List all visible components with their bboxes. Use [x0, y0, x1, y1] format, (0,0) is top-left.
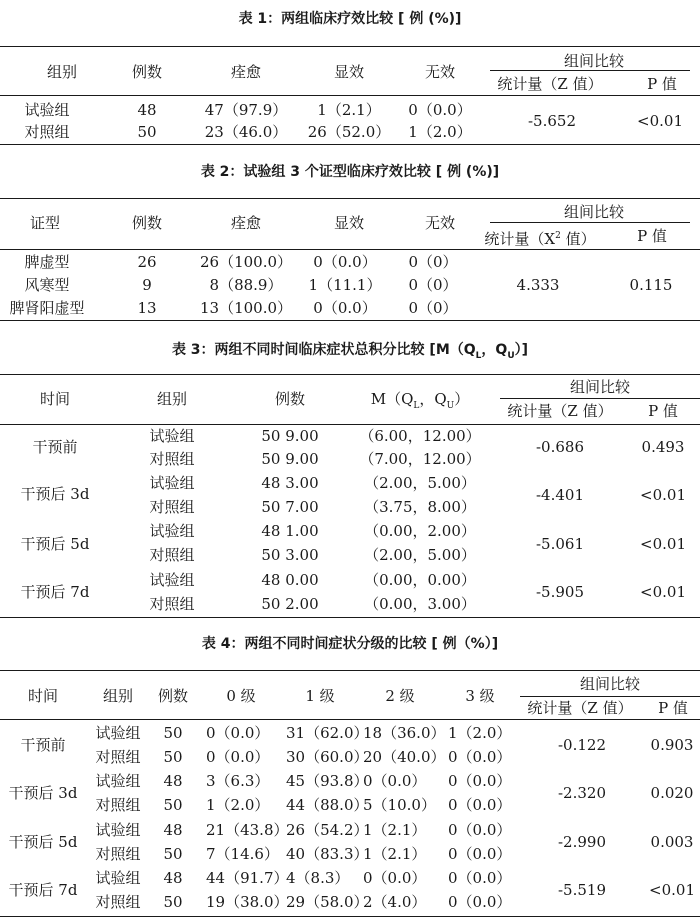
t4-block2-stat: -2.320 [557, 784, 607, 802]
table3-caption: 表 3：两组不同时间临床症状总积分比较 [$M(Q_L$，$Q_U$）] [171, 342, 529, 361]
t3-block1-p: 0.493 [641, 438, 685, 456]
table2-header-rule [0, 249, 700, 250]
t3-header-n: 例数 [274, 390, 306, 408]
t4-block1-p: 0.903 [650, 736, 694, 754]
t4-b3r2-group: 对照组 [95, 845, 141, 863]
t2-row2-type: 风寒型 [24, 276, 70, 294]
t4-b2r1-g1: 45（93.8） [286, 772, 369, 790]
t4-b3r1-g0: 21（43.8） [206, 821, 289, 839]
t4-b4r1-g3: 0（0.0） [448, 869, 512, 887]
t1-row2-effective: 26（52.0） [307, 123, 391, 141]
t4-b3r2-g2: 1（2.1） [363, 845, 427, 863]
t4-header-n: 例数 [157, 687, 189, 705]
t2-row2-effective: 1（11.1） [308, 276, 382, 294]
t3-block1-row1-group: 试验组 [149, 427, 195, 445]
t4-b2r1-group: 试验组 [95, 772, 141, 790]
t3-header-m: $M(Q_L$，$Q_U$） [370, 390, 470, 411]
t1-stat-header: 统计量（Z 值） [497, 75, 603, 93]
t4-b1r1-g2: 18（36.0） [363, 724, 446, 742]
table3-top-rule [0, 374, 700, 375]
t4-b4r1-g1: 4（8.3） [286, 869, 350, 887]
t4-b3r1-g3: 0（0.0） [448, 821, 512, 839]
t3-block3-stat: -5.061 [535, 535, 585, 553]
t4-b1r2-g3: 0（0.0） [448, 748, 512, 766]
t2-header-effective: 显效 [333, 214, 365, 232]
t1-row1-invalid: 0（0.0） [408, 101, 472, 119]
t4-b3r1-g1: 26（54.2） [286, 821, 369, 839]
t2-header-invalid: 无效 [424, 214, 456, 232]
t3-block4-p: <0.01 [640, 583, 686, 601]
t4-b4r1-g2: 0（0.0） [363, 869, 427, 887]
t4-b3r2-g1: 40（83.3） [286, 845, 369, 863]
t4-b3r2-g3: 0（0.0） [448, 845, 512, 863]
t1-p-value: <0.01 [637, 112, 683, 130]
t4-block3-time: 干预后 5d [8, 833, 78, 851]
t3-block3-row1-nm: 48 1.00 [261, 522, 319, 540]
t2-row3-cured: 13（100.0） [199, 299, 293, 317]
t4-sub-rule [520, 696, 700, 697]
t4-b1r2-group: 对照组 [95, 748, 141, 766]
table2-bottom-rule [0, 320, 700, 321]
t3-block2-time: 干预后 3d [20, 485, 90, 503]
table2-top-rule [0, 198, 700, 199]
t3-block4-row2-group: 对照组 [149, 595, 195, 613]
t3-group-compare: 组间比较 [569, 378, 631, 396]
t2-stat-value: 4.333 [516, 276, 560, 294]
t4-b1r2-g0: 0（0.0） [206, 748, 270, 766]
t4-b2r2-g0: 1（2.0） [206, 796, 270, 814]
t2-stat-header: 统计量（$X^2$ 值） [484, 230, 596, 248]
table4-header-rule [0, 719, 700, 720]
t2-row3-n: 13 [137, 299, 157, 317]
t4-b4r2-g1: 29（58.0） [286, 893, 369, 911]
t1-row1-group: 试验组 [24, 101, 70, 119]
t4-b2r1-g2: 0（0.0） [363, 772, 427, 790]
t3-block1-row2-q: （7.00，12.00） [359, 450, 481, 468]
t2-group-compare: 组间比较 [563, 203, 625, 221]
t3-block1-row2-group: 对照组 [149, 450, 195, 468]
t4-block4-stat: -5.519 [557, 881, 607, 899]
t2-header-cured: 痊愈 [230, 214, 262, 232]
t4-p-header: P 值 [658, 699, 688, 717]
t4-block4-time: 干预后 7d [8, 881, 78, 899]
t2-row1-cured: 26（100.0） [199, 253, 293, 271]
t1-p-header: P 值 [647, 75, 677, 93]
t4-b4r2-g2: 2（4.0） [363, 893, 427, 911]
t4-header-group: 组别 [102, 687, 134, 705]
t1-row2-cured: 23（46.0） [204, 123, 288, 141]
table4-bottom-rule [0, 916, 700, 917]
t3-block2-row1-group: 试验组 [149, 474, 195, 492]
t4-b2r2-g1: 44（88.0） [286, 796, 369, 814]
t3-block4-row1-nm: 48 0.00 [261, 571, 319, 589]
t3-block4-stat: -5.905 [535, 583, 585, 601]
t4-b4r1-n: 48 [163, 869, 183, 887]
table4-caption: 表 4：两组不同时间症状分级的比较 [ 例（%）] [201, 636, 499, 652]
t3-block4-row1-q: （0.00，0.00） [364, 571, 476, 589]
t3-block3-p: <0.01 [640, 535, 686, 553]
t4-b4r2-group: 对照组 [95, 893, 141, 911]
t4-b1r1-g1: 31（62.0） [286, 724, 369, 742]
t3-p-header: P 值 [648, 402, 678, 420]
t4-b4r1-group: 试验组 [95, 869, 141, 887]
t4-header-g2: 2 级 [385, 687, 415, 705]
t3-block3-row2-group: 对照组 [149, 546, 195, 564]
t2-row1-effective: 0（0.0） [313, 253, 377, 271]
t3-header-group: 组别 [156, 390, 188, 408]
t4-b3r2-n: 50 [163, 845, 183, 863]
t4-b2r1-g3: 0（0.0） [448, 772, 512, 790]
t4-b4r2-g3: 0（0.0） [448, 893, 512, 911]
t2-header-type: 证型 [29, 214, 61, 232]
t2-sub-rule [490, 222, 690, 223]
t3-block2-row2-nm: 50 7.00 [261, 498, 319, 516]
t3-block1-row1-nm: 50 9.00 [261, 427, 319, 445]
t4-b1r2-g2: 20（40.0） [363, 748, 446, 766]
t3-block3-time: 干预后 5d [20, 535, 90, 553]
t4-b2r2-n: 50 [163, 796, 183, 814]
t4-b1r1-g0: 0（0.0） [206, 724, 270, 742]
t1-row1-cured: 47（97.9） [204, 101, 288, 119]
t2-row1-n: 26 [137, 253, 157, 271]
t3-block3-row1-q: （0.00，2.00） [364, 522, 476, 540]
t4-stat-header: 统计量（Z 值） [527, 699, 633, 717]
t1-sub-rule [490, 70, 690, 71]
t4-header-g3: 3 级 [465, 687, 495, 705]
t4-b2r1-g0: 3（6.3） [206, 772, 270, 790]
table2-caption: 表 2：试验组 3 个证型临床疗效比较 [ 例 (%)] [200, 164, 500, 180]
table3-bottom-rule [0, 617, 700, 618]
t3-block4-row2-q: （0.00，3.00） [364, 595, 476, 613]
t4-b2r2-g2: 5（10.0） [363, 796, 436, 814]
t3-header-time: 时间 [39, 390, 71, 408]
t3-block1-row2-nm: 50 9.00 [261, 450, 319, 468]
t3-block2-stat: -4.401 [535, 486, 585, 504]
t4-b3r1-g2: 1（2.1） [363, 821, 427, 839]
t3-block1-stat: -0.686 [535, 438, 585, 456]
t2-row3-invalid: 0（0） [408, 299, 458, 317]
t4-b1r1-g3: 1（2.0） [448, 724, 512, 742]
t3-block1-row1-q: （6.00，12.00） [359, 427, 481, 445]
table3-header-rule [0, 424, 700, 425]
t3-sub-rule [500, 398, 700, 399]
t1-stat-value: -5.652 [527, 112, 577, 130]
t4-b3r2-g0: 7（14.6） [206, 845, 279, 863]
t1-row2-invalid: 1（2.0） [408, 123, 472, 141]
t1-row1-n: 48 [137, 101, 157, 119]
t1-row1-effective: 1（2.1） [317, 101, 381, 119]
t3-block4-row2-nm: 50 2.00 [261, 595, 319, 613]
t2-header-n: 例数 [131, 214, 163, 232]
t4-block4-p: <0.01 [649, 881, 695, 899]
t4-block3-stat: -2.990 [557, 833, 607, 851]
t4-block1-time: 干预前 [20, 736, 66, 754]
t3-stat-header: 统计量（Z 值） [507, 402, 613, 420]
t4-b1r1-n: 50 [163, 724, 183, 742]
t4-b2r2-g3: 0（0.0） [448, 796, 512, 814]
t4-b4r2-n: 50 [163, 893, 183, 911]
t4-b4r2-g0: 19（38.0） [206, 893, 289, 911]
t3-block4-time: 干预后 7d [20, 583, 90, 601]
t3-block2-p: <0.01 [640, 486, 686, 504]
t1-row2-n: 50 [137, 123, 157, 141]
t4-b1r2-n: 50 [163, 748, 183, 766]
t4-group-compare: 组间比较 [579, 675, 641, 693]
t2-row2-cured: 8（88.9） [209, 276, 283, 294]
t3-block3-row2-q: （2.00，5.00） [364, 546, 476, 564]
table1-bottom-rule [0, 144, 700, 145]
t2-row2-n: 9 [142, 276, 152, 294]
t1-header-invalid: 无效 [424, 63, 456, 81]
t4-header-g1: 1 级 [305, 687, 335, 705]
t1-header-n: 例数 [131, 63, 163, 81]
t2-row2-invalid: 0（0） [408, 276, 458, 294]
t2-row1-type: 脾虚型 [24, 253, 70, 271]
t4-b4r1-g0: 44（91.7） [206, 869, 289, 887]
t4-b1r1-group: 试验组 [95, 724, 141, 742]
t1-header-effective: 显效 [333, 63, 365, 81]
t4-b3r1-n: 48 [163, 821, 183, 839]
t1-row2-group: 对照组 [24, 123, 70, 141]
t4-block3-p: 0.003 [650, 833, 694, 851]
table4-top-rule [0, 670, 700, 671]
t4-block2-time: 干预后 3d [8, 784, 78, 802]
t3-block3-row2-nm: 50 3.00 [261, 546, 319, 564]
t3-block2-row2-group: 对照组 [149, 498, 195, 516]
t3-block2-row2-q: （3.75，8.00） [364, 498, 476, 516]
t1-group-compare: 组间比较 [563, 52, 625, 70]
t4-b1r2-g1: 30（60.0） [286, 748, 369, 766]
t4-header-time: 时间 [27, 687, 59, 705]
table1-caption: 表 1：两组临床疗效比较 [ 例 (%)] [238, 11, 462, 27]
t2-row1-invalid: 0（0） [408, 253, 458, 271]
t3-block3-row1-group: 试验组 [149, 522, 195, 540]
t3-block1-time: 干预前 [32, 438, 78, 456]
t4-b2r1-n: 48 [163, 772, 183, 790]
t2-p-header: P 值 [637, 227, 667, 245]
t3-block4-row1-group: 试验组 [149, 571, 195, 589]
t3-block2-row1-nm: 48 3.00 [261, 474, 319, 492]
t2-row3-type: 脾肾阳虚型 [9, 299, 85, 317]
t1-header-cured: 痊愈 [230, 63, 262, 81]
t4-b3r1-group: 试验组 [95, 821, 141, 839]
table1-header-rule [0, 95, 700, 96]
t4-header-g0: 0 级 [226, 687, 256, 705]
t2-row3-effective: 0（0.0） [313, 299, 377, 317]
t1-header-group: 组别 [46, 63, 78, 81]
t2-p-value: 0.115 [629, 276, 673, 294]
table1-top-rule [0, 46, 700, 47]
t4-b2r2-group: 对照组 [95, 796, 141, 814]
t3-block2-row1-q: （2.00，5.00） [364, 474, 476, 492]
t4-block2-p: 0.020 [650, 784, 694, 802]
t4-block1-stat: -0.122 [557, 736, 607, 754]
